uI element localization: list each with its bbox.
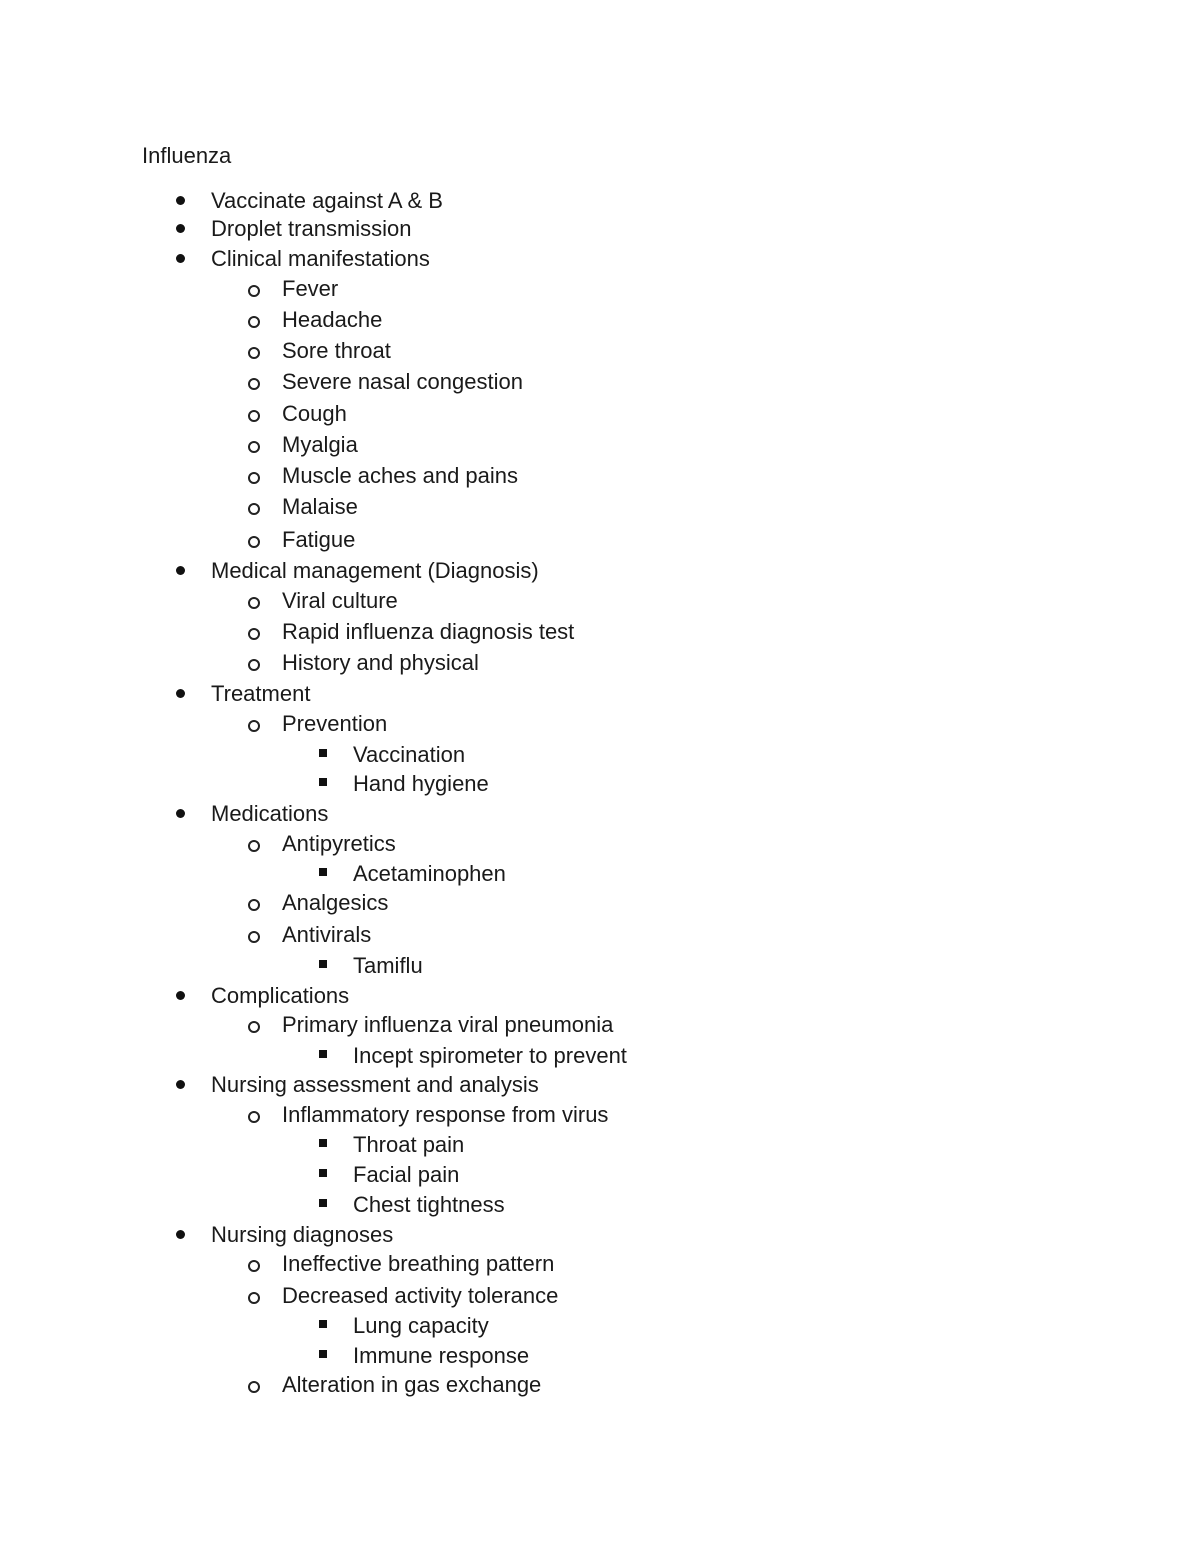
outline-item-text: History and physical — [282, 650, 479, 675]
outline-item-text: Cough — [282, 401, 347, 426]
outline-item-text: Nursing assessment and analysis — [211, 1072, 539, 1097]
hollow-circle-icon — [244, 369, 270, 395]
outline-item-text: Vaccinate against A & B — [211, 188, 443, 213]
hollow-circle-icon — [244, 1372, 270, 1398]
square-bullet-icon — [315, 953, 341, 979]
square-bullet-icon — [315, 742, 341, 768]
hollow-circle-icon — [244, 276, 270, 302]
hollow-circle-icon — [244, 527, 270, 553]
outline-item-text: Facial pain — [353, 1162, 460, 1187]
hollow-circle-icon — [244, 1251, 270, 1277]
outline-item-text: Rapid influenza diagnosis test — [282, 619, 575, 644]
hollow-circle-icon — [244, 890, 270, 916]
square-bullet-icon — [315, 1192, 341, 1218]
outline-item-text: Primary influenza viral pneumonia — [282, 1012, 614, 1037]
outline-item-text: Complications — [211, 983, 350, 1008]
square-bullet-icon — [315, 1132, 341, 1158]
hollow-circle-icon — [244, 1102, 270, 1128]
hollow-circle-icon — [244, 711, 270, 737]
outline-item-text: Nursing diagnoses — [211, 1222, 394, 1247]
square-bullet-icon — [315, 1043, 341, 1069]
hollow-circle-icon — [244, 432, 270, 458]
outline-item-text: Chest tightness — [353, 1192, 505, 1217]
outline-item-text: Viral culture — [282, 588, 398, 613]
outline-item-text: Clinical manifestations — [211, 246, 430, 271]
outline-item-text: Acetaminophen — [353, 861, 506, 886]
outline-item-text: Muscle aches and pains — [282, 463, 519, 488]
outline-item-text: Incept spirometer to prevent — [353, 1043, 627, 1068]
hollow-circle-icon — [244, 338, 270, 364]
square-bullet-icon — [315, 861, 341, 887]
document-title: Influenza — [142, 143, 232, 168]
outline-item-text: Decreased activity tolerance — [282, 1283, 559, 1308]
outline-item-text: Fatigue — [282, 527, 356, 552]
bullet-icon — [170, 216, 196, 242]
outline-item-text: Tamiflu — [353, 953, 423, 978]
hollow-circle-icon — [244, 588, 270, 614]
hollow-circle-icon — [244, 619, 270, 645]
hollow-circle-icon — [244, 831, 270, 857]
square-bullet-icon — [315, 1162, 341, 1188]
outline-item-text: Myalgia — [282, 432, 358, 457]
square-bullet-icon — [315, 771, 341, 797]
hollow-circle-icon — [244, 401, 270, 427]
outline-item-text: Prevention — [282, 711, 388, 736]
outline-item-text: Droplet transmission — [211, 216, 412, 241]
bullet-icon — [170, 681, 196, 707]
bullet-icon — [170, 801, 196, 827]
outline-item-text: Antivirals — [282, 922, 372, 947]
hollow-circle-icon — [244, 494, 270, 520]
hollow-circle-icon — [244, 650, 270, 676]
outline-item-text: Antipyretics — [282, 831, 396, 856]
bullet-icon — [170, 246, 196, 272]
outline-item-text: Inflammatory response from virus — [282, 1102, 609, 1127]
bullet-icon — [170, 1222, 196, 1248]
hollow-circle-icon — [244, 307, 270, 333]
outline-item-text: Lung capacity — [353, 1313, 489, 1338]
outline-item-text: Sore throat — [282, 338, 391, 363]
square-bullet-icon — [315, 1313, 341, 1339]
outline-item-text: Treatment — [211, 681, 311, 706]
outline-item-text: Severe nasal congestion — [282, 369, 523, 394]
outline-item-text: Medications — [211, 801, 329, 826]
bullet-icon — [170, 558, 196, 584]
outline-item-text: Immune response — [353, 1343, 530, 1368]
outline-item-text: Malaise — [282, 494, 358, 519]
outline-item-text: Fever — [282, 276, 339, 301]
outline-item-text: Throat pain — [353, 1132, 465, 1157]
hollow-circle-icon — [244, 1283, 270, 1309]
bullet-icon — [170, 1072, 196, 1098]
outline-item-text: Analgesics — [282, 890, 389, 915]
hollow-circle-icon — [244, 1012, 270, 1038]
bullet-icon — [170, 188, 196, 214]
hollow-circle-icon — [244, 463, 270, 489]
outline-item-text: Hand hygiene — [353, 771, 489, 796]
bullet-icon — [170, 983, 196, 1009]
outline-item-text: Alteration in gas exchange — [282, 1372, 542, 1397]
outline-item-text: Ineffective breathing pattern — [282, 1251, 555, 1276]
hollow-circle-icon — [244, 922, 270, 948]
outline-item-text: Medical management (Diagnosis) — [211, 558, 539, 583]
outline-item-text: Headache — [282, 307, 383, 332]
square-bullet-icon — [315, 1343, 341, 1369]
outline-item-text: Vaccination — [353, 742, 466, 767]
